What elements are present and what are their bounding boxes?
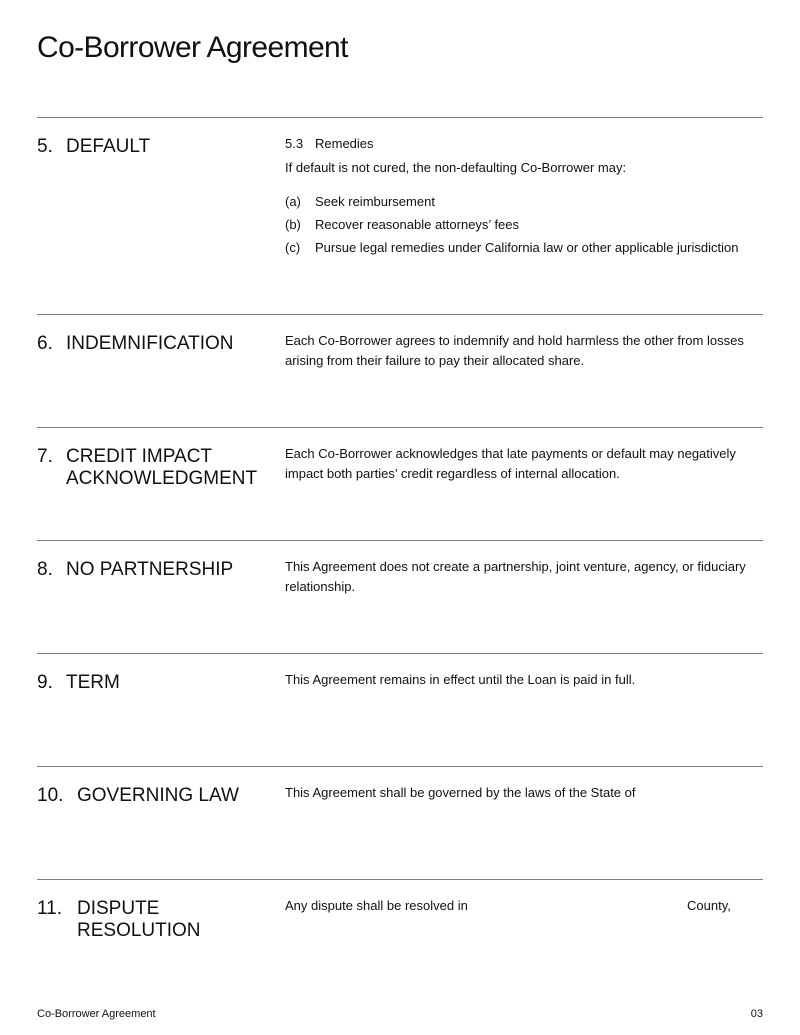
list-item <box>285 215 765 235</box>
section-number: 9. <box>37 672 53 693</box>
section-number: 11. <box>37 898 63 919</box>
section-text: If default is not cured, the non-defaulting Co-Borrower may: <box>285 160 627 175</box>
section-divider <box>37 766 763 767</box>
section-number: 8. <box>37 559 53 580</box>
list-marker: (b) <box>285 216 301 232</box>
section-text: Each Co-Borrower acknowledges that late payments or default may negatively impact both parties’ credit regardless of internal allocation. <box>285 446 736 481</box>
section-heading: TERM <box>66 672 120 693</box>
section-text: This Agreement does not create a partnership, joint venture, agency, or fiduciary relationship. <box>285 559 746 594</box>
section-divider <box>37 314 763 315</box>
section-heading <box>77 898 277 942</box>
page-number: 03 <box>750 1008 763 1020</box>
section-heading-line: ACKNOWLEDGMENT <box>66 468 258 489</box>
section-heading-line: CREDIT IMPACT <box>66 446 213 467</box>
section-heading-line: DISPUTE <box>77 898 160 919</box>
list-text: Recover reasonable attorneys’ fees <box>315 216 520 232</box>
section-divider <box>37 117 763 118</box>
county-label: County, <box>687 898 731 913</box>
section-text: Each Co-Borrower agrees to indemnify and hold harmless the other from losses arising from their failure to pay their allocated share. <box>285 333 744 368</box>
section-number: 10. <box>37 785 64 806</box>
section-divider <box>37 653 763 654</box>
section-heading: NO PARTNERSHIP <box>66 559 234 580</box>
section-body <box>285 896 765 916</box>
list-item <box>285 238 765 258</box>
section-heading: DEFAULT <box>66 136 151 157</box>
section-heading: INDEMNIFICATION <box>66 333 234 354</box>
subsection-title: Remedies <box>315 136 374 151</box>
dispute-line <box>285 896 745 916</box>
section-body <box>285 135 765 261</box>
section-heading-line: RESOLUTION <box>77 920 201 941</box>
section-number: 7. <box>37 446 53 467</box>
list-text: Pursue legal remedies under California law or other applicable jurisdiction <box>315 239 739 255</box>
section-heading: GOVERNING LAW <box>77 785 239 806</box>
footer-document-title: Co-Borrower Agreement <box>37 1008 156 1020</box>
section-divider <box>37 427 763 428</box>
page-title: Co-Borrower Agreement <box>37 31 348 64</box>
section-text: This Agreement shall be governed by the laws of the State of <box>285 785 636 800</box>
list-marker: (a) <box>285 193 301 209</box>
subsection-heading <box>285 135 765 153</box>
section-number: 5. <box>37 136 53 157</box>
section-number: 6. <box>37 333 53 354</box>
section-heading <box>66 446 266 490</box>
section-text: This Agreement remains in effect until the Loan is paid in full. <box>285 672 636 687</box>
list-item <box>285 192 765 212</box>
section-divider <box>37 540 763 541</box>
subsection-number: 5.3 <box>285 136 304 151</box>
list-marker: (c) <box>285 239 301 255</box>
section-divider <box>37 879 763 880</box>
list-text: Seek reimbursement <box>315 193 435 209</box>
section-text: Any dispute shall be resolved in <box>285 898 468 913</box>
